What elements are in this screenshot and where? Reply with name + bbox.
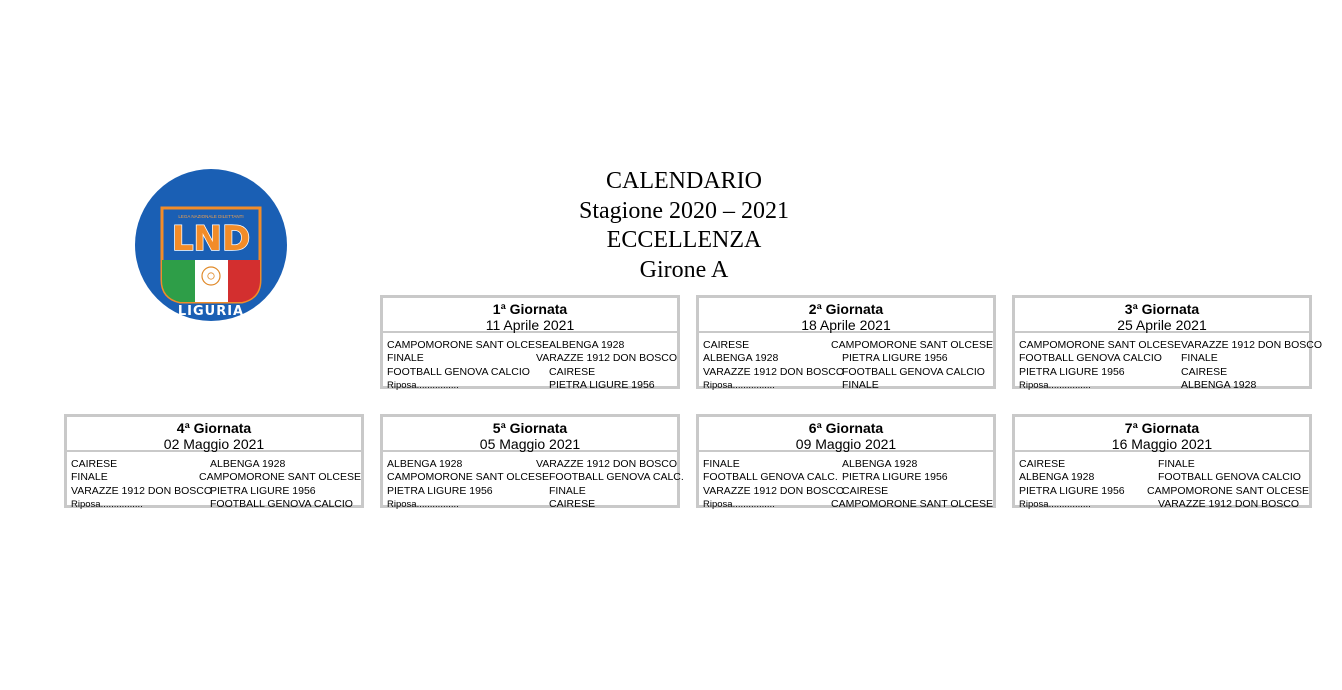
home-team: CAIRESE — [703, 339, 750, 351]
away-team: PIETRA LIGURE 1956 — [210, 484, 316, 497]
match-row — [387, 339, 677, 352]
away-team: FINALE — [1158, 458, 1195, 470]
away-team: CAMPOMORONE SANT OLCESE — [198, 471, 361, 484]
home-team: PIETRA LIGURE 1956 — [1019, 365, 1125, 378]
match-row — [1019, 352, 1309, 365]
home-team: CAIRESE — [1019, 458, 1066, 470]
home-team: PIETRA LIGURE 1956 — [387, 484, 493, 497]
match-row — [387, 471, 684, 484]
away-team: PIETRA LIGURE 1956 — [842, 471, 948, 484]
lnd-liguria-logo — [134, 168, 288, 322]
rest-label: Riposa................ — [71, 498, 143, 510]
match-row — [1019, 458, 1309, 471]
round-date: 09 Maggio 2021 — [795, 436, 897, 452]
round-date: 25 Aprile 2021 — [1117, 317, 1207, 333]
round-date: 05 Maggio 2021 — [479, 436, 581, 452]
home-team: FOOTBALL GENOVA CALCIO — [1019, 352, 1162, 365]
rest-label: Riposa................ — [1019, 498, 1091, 510]
home-team: CAIRESE — [71, 458, 118, 470]
away-team: FOOTBALL GENOVA CALCIO — [842, 365, 985, 378]
away-team: CAIRESE — [549, 365, 596, 378]
home-team: CAMPOMORONE SANT OLCESE — [387, 471, 550, 484]
match-row — [71, 458, 361, 471]
round-title: 1ª Giornata — [492, 301, 568, 317]
round-title: 3ª Giornata — [1124, 301, 1200, 317]
rest-row — [71, 498, 361, 511]
rest-team: FOOTBALL GENOVA CALCIO — [210, 497, 353, 510]
away-team: VARAZZE 1912 DON BOSCO — [535, 352, 677, 365]
match-row — [1019, 485, 1309, 498]
rest-label: Riposa................ — [387, 498, 459, 510]
round-title: 6ª Giornata — [808, 420, 884, 436]
home-team: ALBENGA 1928 — [703, 352, 779, 365]
round-card-1 — [380, 295, 680, 389]
rest-row — [387, 379, 677, 392]
home-team: ALBENGA 1928 — [387, 458, 463, 470]
rest-label: Riposa................ — [387, 379, 459, 391]
rest-team: CAIRESE — [549, 497, 596, 510]
round-card-2 — [696, 295, 996, 389]
title-stagione: Stagione 2020 – 2021 — [579, 197, 789, 224]
rest-row — [387, 498, 677, 511]
round-title: 7ª Giornata — [1124, 420, 1200, 436]
round-title: 4ª Giornata — [176, 420, 252, 436]
away-team: CAMPOMORONE SANT OLCESE — [830, 339, 993, 351]
match-row — [1019, 471, 1309, 484]
match-row — [387, 485, 677, 498]
away-team: ALBENGA 1928 — [842, 458, 918, 470]
home-team: VARAZZE 1912 DON BOSCO — [703, 365, 845, 378]
round-date: 11 Aprile 2021 — [485, 317, 575, 333]
round-date: 16 Maggio 2021 — [1111, 436, 1213, 452]
match-row — [1019, 339, 1323, 352]
rest-team: CAMPOMORONE SANT OLCESE — [830, 497, 993, 510]
home-team: VARAZZE 1912 DON BOSCO — [71, 484, 213, 497]
round-card-5 — [380, 414, 684, 510]
match-row — [387, 352, 677, 365]
match-row — [703, 366, 993, 379]
match-row — [387, 366, 677, 379]
round-title: 2ª Giornata — [808, 301, 884, 317]
match-row — [703, 458, 993, 471]
away-team: FOOTBALL GENOVA CALCIO — [1158, 471, 1301, 484]
round-title: 5ª Giornata — [492, 420, 568, 436]
home-team: FINALE — [387, 352, 424, 365]
title-girone: Girone A — [639, 256, 729, 283]
rest-row — [1019, 379, 1309, 392]
away-team: ALBENGA 1928 — [549, 339, 625, 351]
title-categoria: ECCELLENZA — [606, 227, 762, 253]
home-team: FINALE — [703, 458, 740, 470]
match-row — [71, 485, 361, 498]
away-team: CAIRESE — [842, 484, 889, 497]
away-team: FINALE — [1181, 352, 1218, 365]
home-team: CAMPOMORONE SANT OLCESE — [387, 339, 550, 351]
match-row — [703, 339, 993, 352]
away-team: ALBENGA 1928 — [210, 458, 286, 470]
away-team: VARAZZE 1912 DON BOSCO — [535, 458, 677, 470]
home-team: FINALE — [71, 471, 108, 484]
away-team: CAIRESE — [1181, 365, 1228, 378]
round-card-6 — [696, 414, 996, 508]
home-team: FOOTBALL GENOVA CALCIO — [387, 365, 530, 378]
home-team: PIETRA LIGURE 1956 — [1019, 484, 1125, 497]
home-team: ALBENGA 1928 — [1019, 471, 1095, 484]
match-row — [703, 471, 993, 484]
round-date: 18 Aprile 2021 — [801, 317, 891, 333]
away-team: FOOTBALL GENOVA CALC. — [549, 471, 684, 484]
away-team: FINALE — [549, 484, 586, 497]
match-row — [1019, 366, 1309, 379]
rest-team: VARAZZE 1912 DON BOSCO — [1158, 497, 1300, 510]
rest-row — [1019, 498, 1309, 511]
home-team: CAMPOMORONE SANT OLCESE — [1019, 339, 1182, 351]
rest-label: Riposa................ — [1019, 379, 1091, 391]
rest-team: FINALE — [842, 378, 879, 391]
match-row — [703, 352, 993, 365]
home-team: FOOTBALL GENOVA CALC. — [703, 471, 838, 484]
round-card-4 — [64, 414, 364, 508]
svg-text:LND: LND — [171, 219, 251, 259]
rest-label: Riposa................ — [703, 498, 775, 510]
rest-row — [703, 498, 993, 511]
svg-text:LIGURIA: LIGURIA — [177, 304, 245, 319]
home-team: VARAZZE 1912 DON BOSCO — [703, 484, 845, 497]
rest-label: Riposa................ — [703, 379, 775, 391]
rest-team: PIETRA LIGURE 1956 — [549, 378, 655, 391]
away-team: CAMPOMORONE SANT OLCESE — [1146, 484, 1309, 497]
title-calendario: CALENDARIO — [606, 168, 762, 194]
round-date: 02 Maggio 2021 — [163, 436, 265, 452]
match-row — [387, 458, 677, 471]
match-row — [703, 485, 993, 498]
rest-row — [703, 379, 993, 392]
page-title — [484, 167, 884, 285]
round-card-3 — [1012, 295, 1323, 391]
round-card-7 — [1012, 414, 1312, 508]
away-team: VARAZZE 1912 DON BOSCO — [1181, 339, 1323, 351]
svg-text:LEGA NAZIONALE DILETTANTI: LEGA NAZIONALE DILETTANTI — [178, 214, 244, 219]
rest-team: ALBENGA 1928 — [1181, 378, 1257, 391]
away-team: PIETRA LIGURE 1956 — [842, 352, 948, 365]
match-row — [71, 471, 361, 484]
